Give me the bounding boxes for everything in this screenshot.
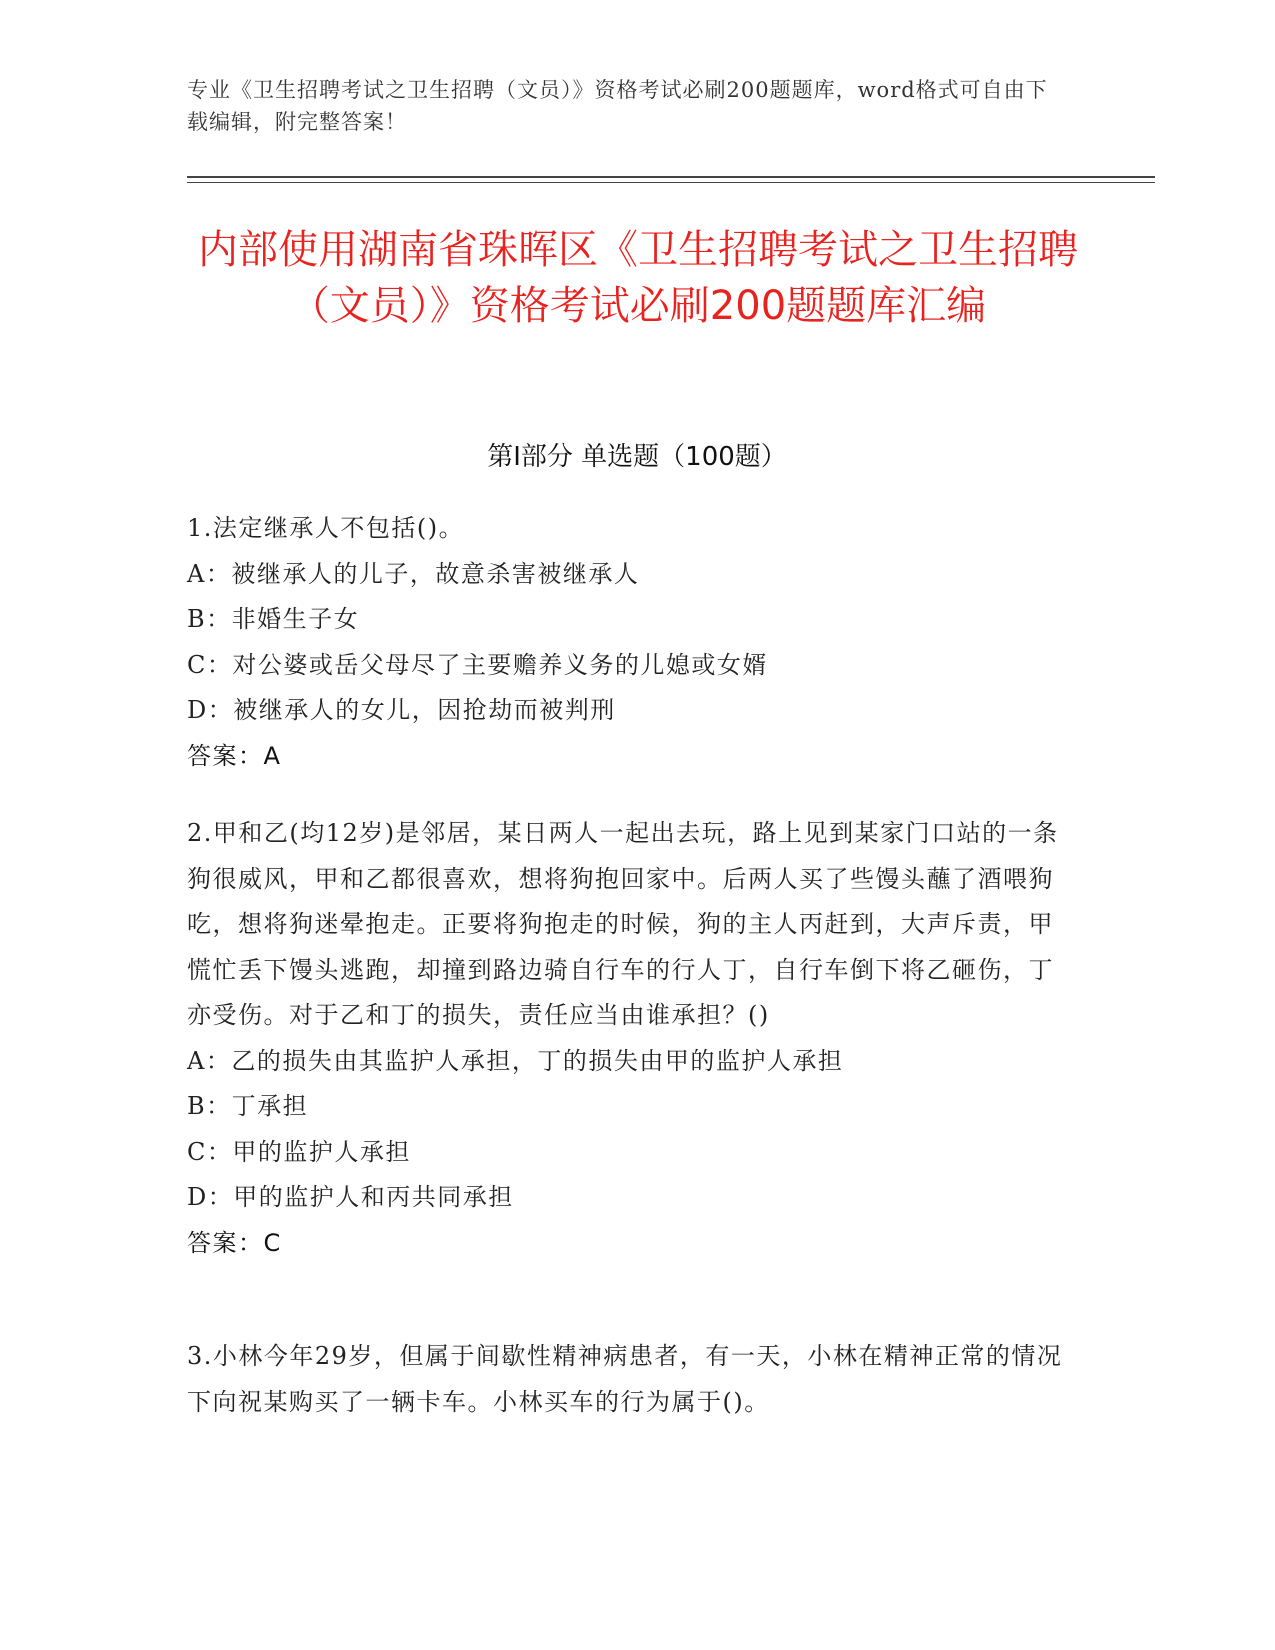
question-stem: 1.法定继承人不包括()。 xyxy=(187,514,465,542)
option-a: A：乙的损失由其监护人承担，丁的损失由甲的监护人承担 xyxy=(187,1046,844,1075)
option-c: C：对公婆或岳父母尽了主要赡养义务的儿媳或女婿 xyxy=(187,650,768,679)
question-3 xyxy=(187,1334,1067,1425)
answer-value: A xyxy=(263,741,282,770)
option-d: D：甲的监护人和丙共同承担 xyxy=(187,1183,514,1211)
document-title: 内部使用湖南省珠晖区《卫生招聘考试之卫生招聘（文员）》资格考试必刷200题题库汇编 xyxy=(198,227,1078,329)
option-d: D：被继承人的女儿，因抢劫而被判刑 xyxy=(187,696,616,724)
header-divider-thin xyxy=(187,182,1155,183)
answer-line xyxy=(187,734,1067,780)
answer-value: C xyxy=(263,1228,282,1257)
question-stem: 2.甲和乙(均12岁)是邻居，某日两人一起出去玩，路上见到某家门口站的一条狗很威风，甲和乙都很喜欢，想将狗抱回家中。后两人买了些馒头蘸了酒喂狗吃，想将狗迷晕抱走。正要将狗抱走的时候，狗的主人丙赶到，大声斥责，甲慌忙丢下馒头逃跑，却撞到路边骑自行车的行人丁，自行车倒下将乙砸伤，丁亦受伤。对于乙和丁的损失，责任应当由谁承担？() xyxy=(187,819,1059,1029)
header-divider-thick xyxy=(187,176,1155,178)
option-b: B：非婚生子女 xyxy=(187,605,360,633)
answer-label: 答案： xyxy=(187,1228,264,1257)
header-note: 专业《卫生招聘考试之卫生招聘（文员）》资格考试必刷200题题库，word格式可自由下载编辑，附完整答案！ xyxy=(187,78,1048,134)
section-title: 第Ⅰ部分 单选题（100题） xyxy=(487,442,787,472)
answer-line xyxy=(187,1221,1067,1267)
option-a: A：被继承人的儿子，故意杀害被继承人 xyxy=(187,559,640,588)
answer-label: 答案： xyxy=(187,741,264,770)
question-stem: 3.小林今年29岁，但属于间歇性精神病患者，有一天，小林在精神正常的情况下向祝某购买了一辆卡车。小林买车的行为属于()。 xyxy=(187,1342,1063,1416)
question-1 xyxy=(187,506,1067,779)
option-c: C：甲的监护人承担 xyxy=(187,1137,411,1166)
option-b: B：丁承担 xyxy=(187,1092,309,1120)
question-2 xyxy=(187,811,1067,1266)
